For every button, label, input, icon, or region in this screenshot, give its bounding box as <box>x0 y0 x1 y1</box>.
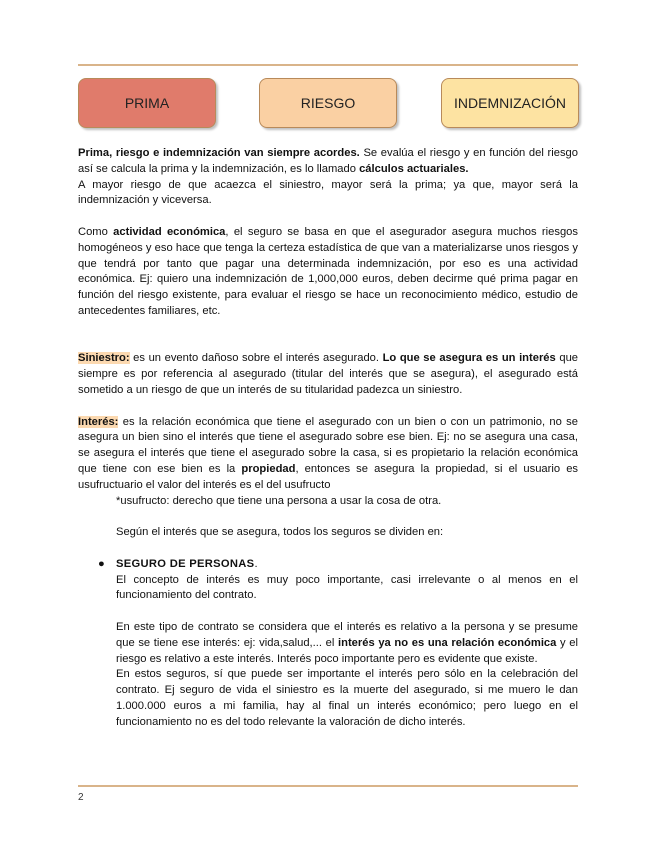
paragraph-actividad <box>78 225 578 320</box>
paragraph-contrato-2: En estos seguros, sí que puede ser importante el interés pero sólo en la celebración del contrato. Ej seguro de vida el siniestro es la muerte del asegurado, si me muero le dan 1.000.000 euros a mi familia, hay al final un interés económico; pero luego en el funcionamiento no es del todo relevante la valoración de dicho interés. <box>116 668 578 728</box>
bullet-seguro-personas <box>98 557 578 604</box>
text: Se evalúa el riesgo y en función del riesgo así se calcula la prima y la indemnización, es lo llamado <box>78 147 578 175</box>
text: , el seguro se basa en que el asegurador asegura muchos riesgos homogéneos y eso hace que tenga la certeza estadística de que van a materializarse unos riesgos y que tendrá por tanto que pagar una determinada indemnización, por eso es una actividad económica. Ej: quiero una indemnización de 1,000,000 euros, deben decirme qué prima pagar en función del riesgo existente, para evaluar el riesgo se hace un reconocimiento médico, estudio de antecedentes familiares, etc. <box>78 225 579 317</box>
top-divider <box>78 64 578 66</box>
document-body <box>78 146 578 730</box>
riesgo-label: RIESGO <box>300 95 356 111</box>
bullet-dot-icon: ● <box>98 557 105 570</box>
page-number: 2 <box>78 792 84 803</box>
text: En este tipo de contrato se considera que el interés es relativo a la persona y se presume que se tiene ese interés: ej: vida,salud,... el <box>116 620 578 649</box>
bold-no-economica: interés ya no es una relación económica <box>338 636 557 649</box>
bottom-divider <box>78 785 578 787</box>
highlight-siniestro: Siniestro: <box>78 352 130 365</box>
text: y el riesgo es relativo a este interés. Interés poco importante pero es evidente que existe. <box>116 636 578 665</box>
indemnizacion-box <box>441 78 579 128</box>
text: es la relación económica que tiene el asegurado con un bien o con un patrimonio, no se asegura un bien sino el interés que tiene el asegurado sobre ese bien. Ej: no se asegura una casa, se asegura el interés que tiene el asegurado sobre la casa, si es propietario la relación económica que tiene con ese bien es la <box>78 415 578 475</box>
text: Como <box>78 225 114 238</box>
text: que siempre es por referencia al asegurado (titular del interés que se asegura), el asegurado está sometido a un riesgo de que un interés de su titularidad padezca un siniestro. <box>78 352 579 396</box>
prima-box <box>78 78 216 128</box>
paragraph-siniestro <box>78 351 578 398</box>
riesgo-box <box>259 78 397 128</box>
paragraph-mayor-riesgo: A mayor riesgo de que acaezca el siniestro, mayor será la prima; ya que, mayor será la indemnización y viceversa. <box>78 178 578 207</box>
paragraph-usufructo: *usufructo: derecho que tiene una persona a usar la cosa de otra. <box>116 494 442 507</box>
paragraph-contrato <box>78 620 578 731</box>
indemnizacion-label: INDEMNIZACIÓN <box>454 95 566 111</box>
text: . <box>254 557 258 570</box>
bullet-desc: El concepto de interés es muy poco importante, casi irrelevante o al menos en el funcionamiento del contrato. <box>116 573 578 602</box>
text: , entonces se asegura la propiedad, si el usuario es usufructuario el valor del interés es el del usufructo <box>78 462 579 491</box>
text: es un evento dañoso sobre el interés asegurado. <box>129 352 383 365</box>
paragraph-interes <box>78 415 578 494</box>
paragraph-contrato-1 <box>116 620 578 667</box>
paragraph-segun: Según el interés que se asegura, todos los seguros se dividen en: <box>116 526 444 539</box>
bold-interes: Lo que se asegura es un interés <box>382 352 556 365</box>
prima-label: PRIMA <box>124 95 170 111</box>
bold-acordes: Prima, riesgo e indemnización van siempre acordes. <box>78 147 360 159</box>
bold-propiedad: propiedad <box>241 462 296 475</box>
bold-actividad: actividad económica <box>113 225 226 238</box>
paragraph-acordes <box>78 146 578 178</box>
bullet-title: SEGURO DE PERSONAS <box>116 557 255 570</box>
bold-actuariales: cálculos actuariales. <box>359 162 469 175</box>
highlight-interes: Interés: <box>78 415 119 428</box>
bullet-title-line <box>116 557 578 573</box>
